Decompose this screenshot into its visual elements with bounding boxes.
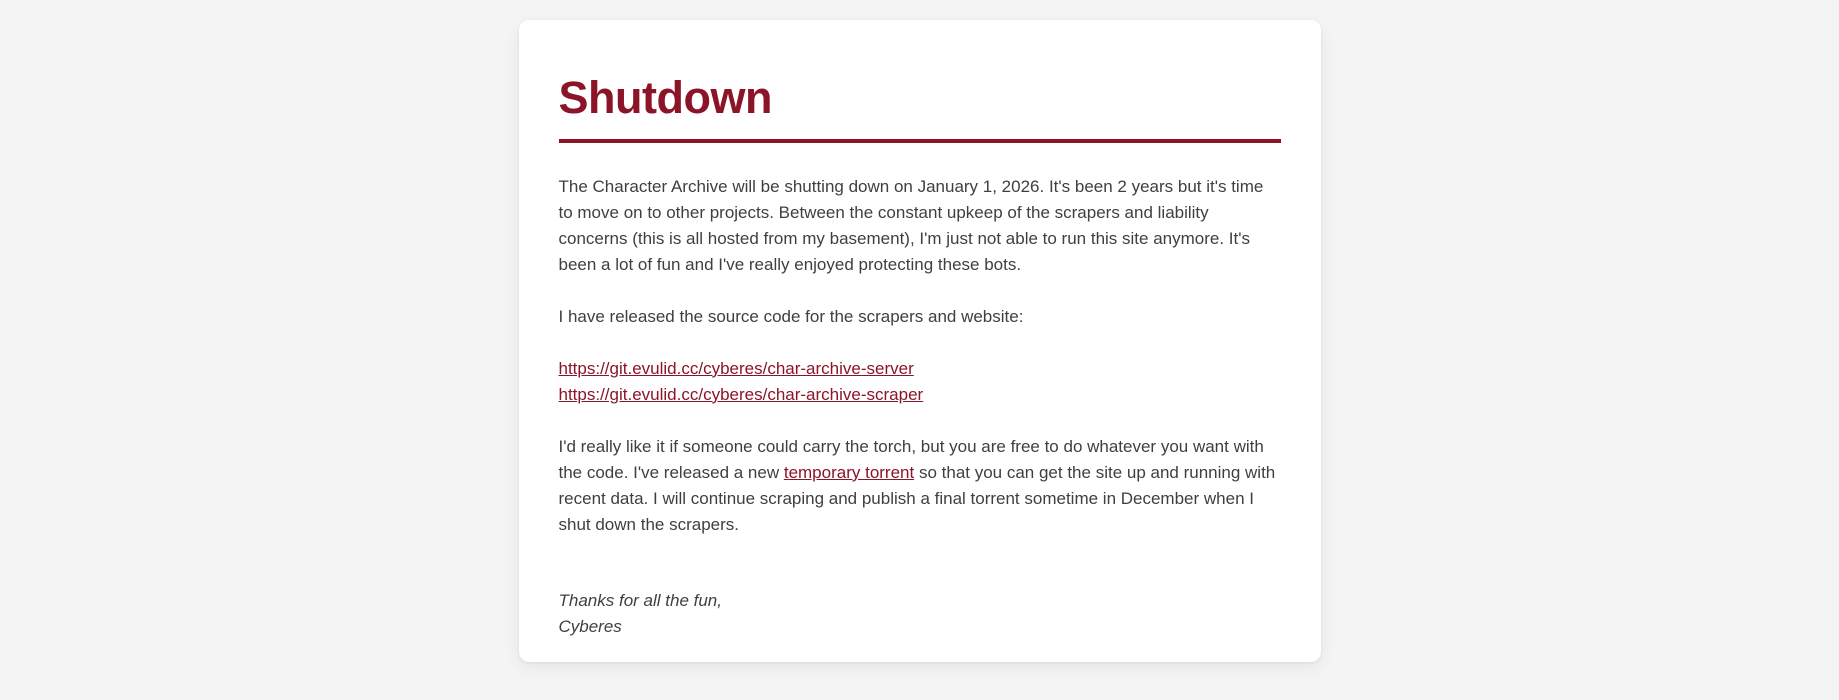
signature-line-1: Thanks for all the fun, <box>558 590 722 610</box>
link-char-archive-server[interactable]: https://git.evulid.cc/cyberes/char-archive-server <box>558 358 914 378</box>
page-title: Shutdown <box>558 72 772 123</box>
torch-text-after: so that you can get the site up and running with recent data. I will continue scraping and publish a final torrent sometime in December when I shut down the scrapers. <box>558 462 1276 534</box>
link-char-archive-scraper[interactable]: https://git.evulid.cc/cyberes/char-archive-scraper <box>558 384 924 404</box>
paragraph-source-code: I have released the source code for the scrapers and website: <box>558 306 1024 326</box>
title-divider <box>559 139 1281 143</box>
paragraph-intro: The Character Archive will be shutting down on January 1, 2026. It's been 2 years but it's time to move on to other projects. Between the constant upkeep of the scrapers and liability concerns (this is all hosted from my basement), I'm just not able to run this site anymore. It's been a lot of fun and I've really enjoyed protecting these bots. <box>558 176 1264 274</box>
page-background <box>0 20 1839 700</box>
article-card <box>519 20 1321 662</box>
torch-text-before: I'd really like it if someone could carry the torch, but you are free to do whatever you want with the code. I've released a new <box>558 436 1264 482</box>
paragraph-torch <box>559 434 1281 538</box>
signature-line-2: Cyberes <box>558 616 622 636</box>
article-body <box>559 174 1281 640</box>
signature <box>559 588 1281 640</box>
links-block <box>559 356 1281 408</box>
link-temporary-torrent[interactable]: temporary torrent <box>783 462 915 482</box>
